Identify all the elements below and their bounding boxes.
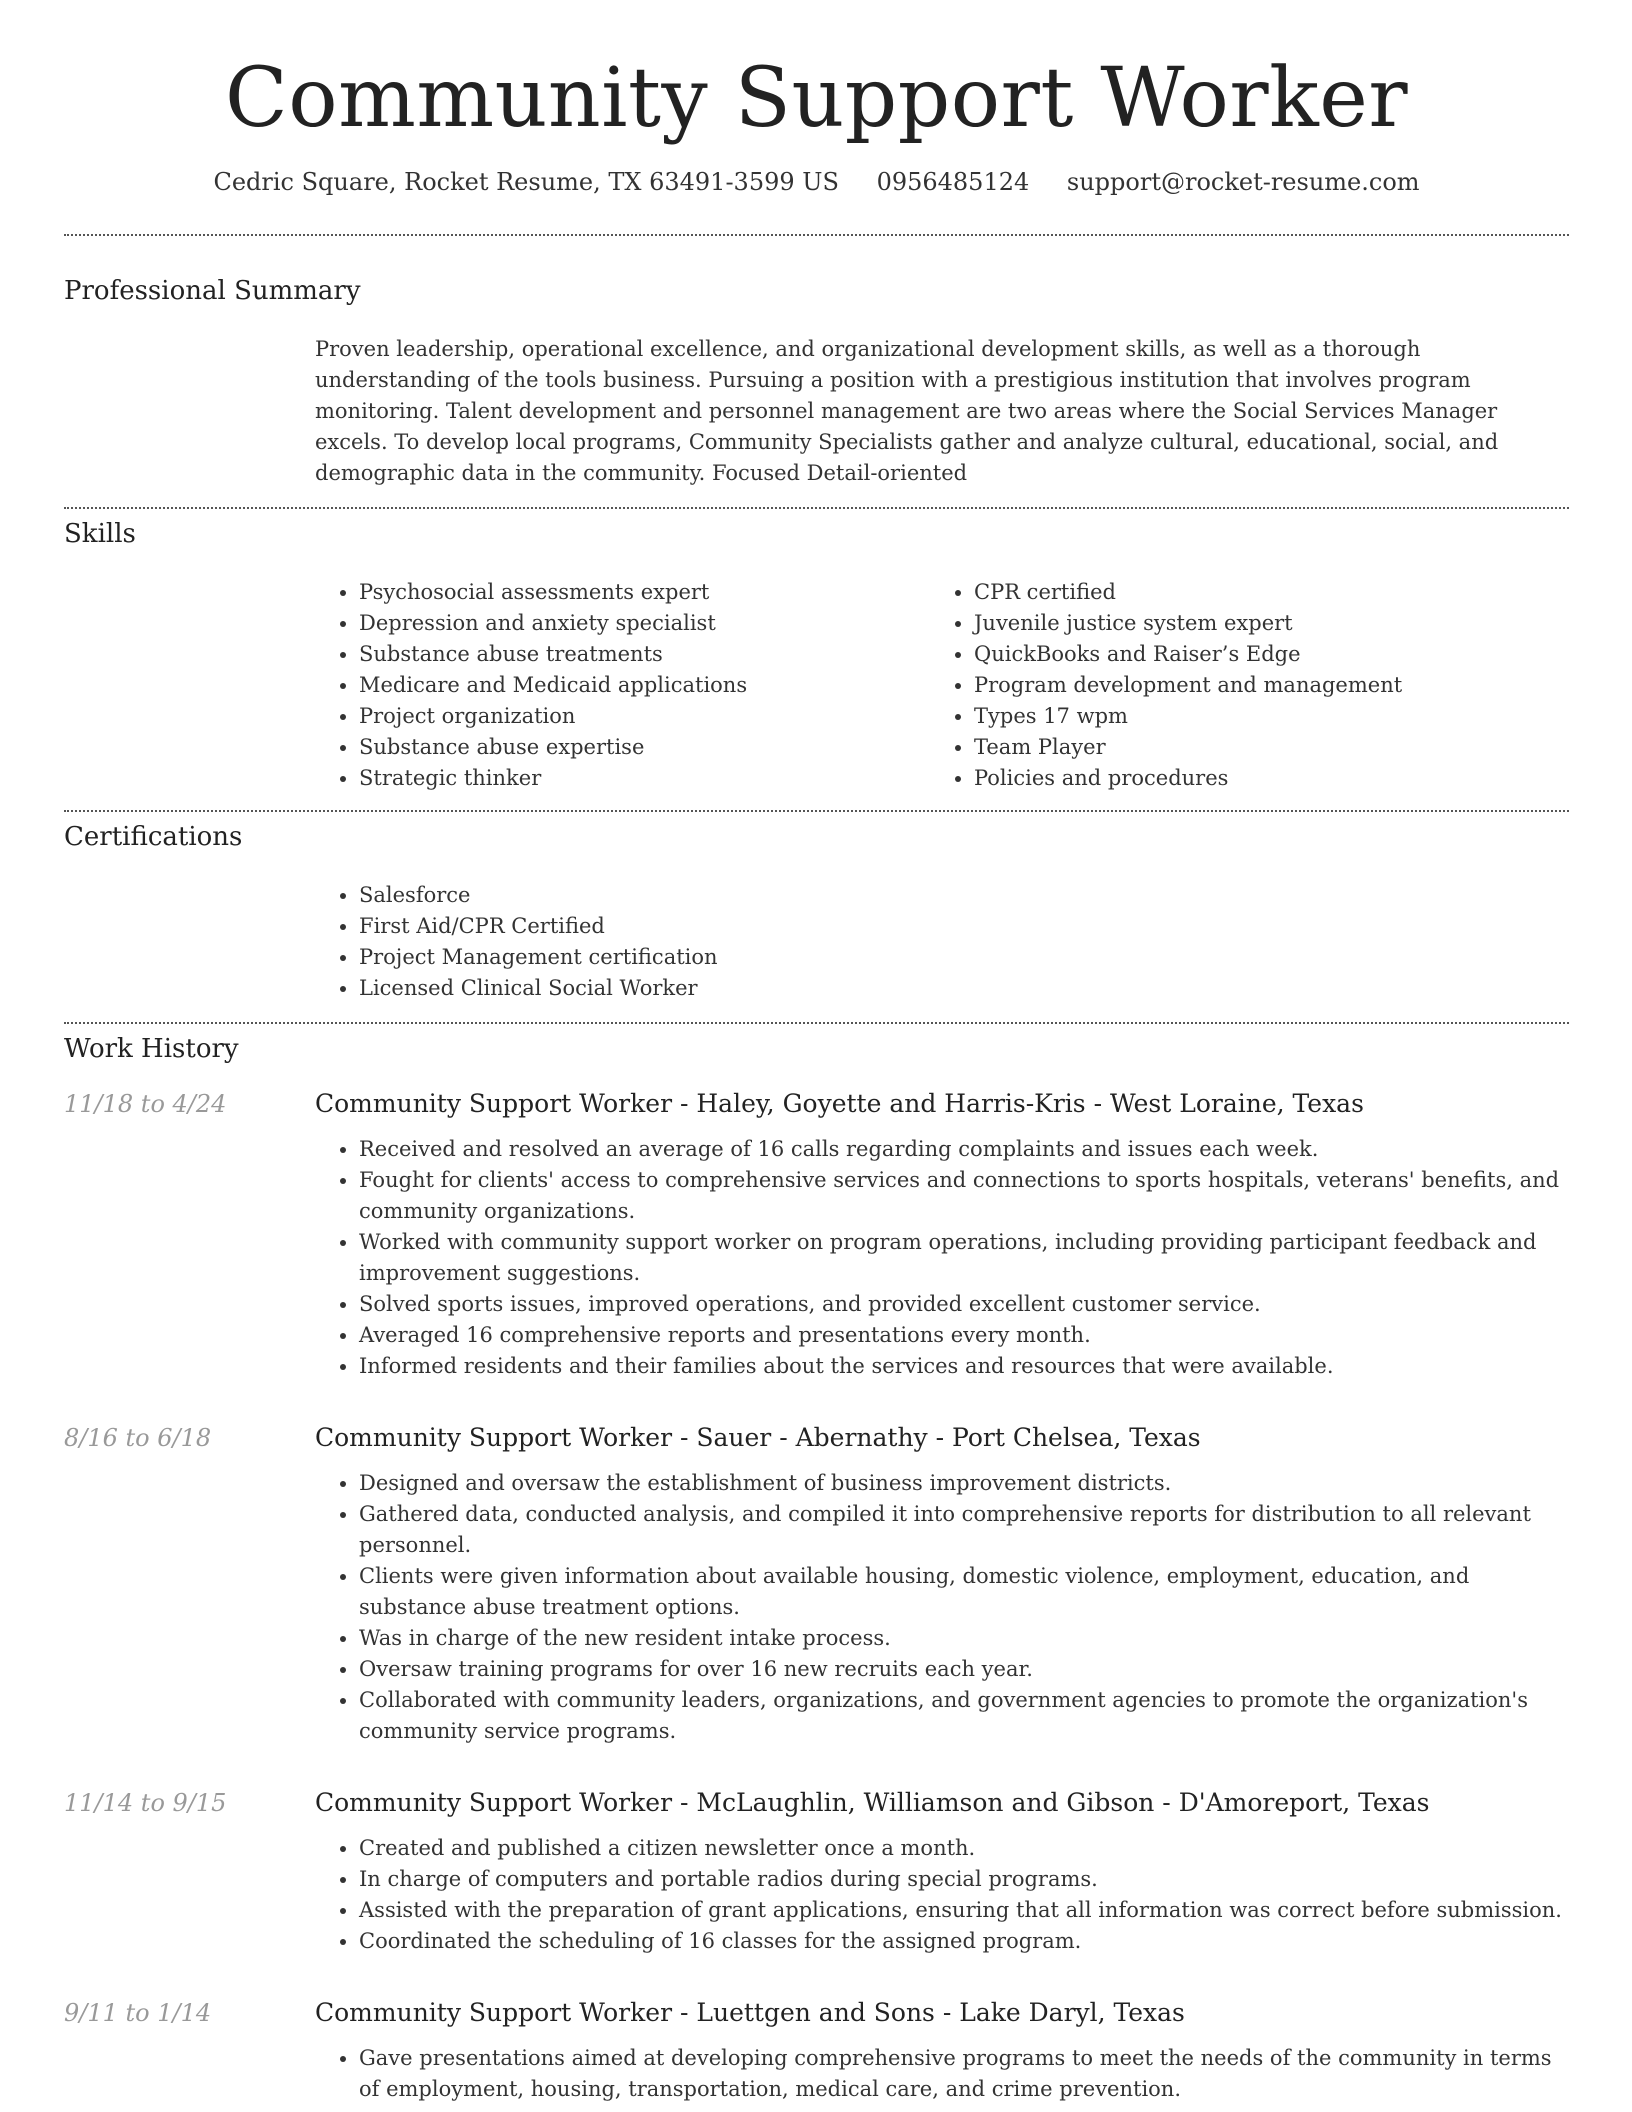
skill-item: • Substance abuse treatments [359, 639, 930, 670]
job-company: McLaughlin, Williamson and Gibson - D'Amoreport, Texas [696, 1788, 1430, 1818]
job-bullet: • Designed and oversaw the establishment of business improvement districts. [359, 1468, 1569, 1499]
skill-item: • QuickBooks and Raiser’s Edge [974, 639, 1545, 670]
job-title-separator: - [672, 1788, 697, 1818]
certification-item: • Licensed Clinical Social Worker [359, 973, 1569, 1004]
job-bullet: • Coordinated the scheduling of 16 classes for the assigned program. [359, 1926, 1569, 1957]
job-bullet: • Fought for clients' access to comprehensive services and connections to sports hospitals, veterans' benefits, and community organizations. [359, 1165, 1569, 1227]
job-title: Community Support Worker [315, 1788, 673, 1818]
job-bullets [315, 2043, 1569, 2105]
certification-item: • Salesforce [359, 880, 1569, 911]
job-title-line [315, 1088, 1569, 1120]
summary-heading: Professional Summary [64, 276, 361, 307]
skill-item: • Depression and anxiety specialist [359, 608, 930, 639]
resume-page [64, 0, 1569, 2105]
job-company: Luettgen and Sons - Lake Daryl, Texas [696, 1998, 1185, 2028]
job-bullets [315, 1468, 1569, 1747]
skill-item: • CPR certified [974, 577, 1545, 608]
job-bullet: • Collaborated with community leaders, organizations, and government agencies to promote the organization's community service programs. [359, 1685, 1569, 1747]
contact-address: Cedric Square, Rocket Resume, TX 63491-3599 US [213, 168, 839, 197]
job-bullet: • Gave presentations aimed at developing comprehensive programs to meet the needs of the community in terms of employment, housing, transportation, medical care, and crime prevention. [359, 2043, 1569, 2105]
job-title-separator: - [672, 1998, 697, 2028]
job-company: Sauer - Abernathy - Port Chelsea, Texas [696, 1423, 1201, 1453]
certifications-list [315, 880, 1569, 1004]
job-bullet: • Clients were given information about available housing, domestic violence, employment, education, and substance abuse treatment options. [359, 1561, 1569, 1623]
job-title-line [315, 1422, 1569, 1454]
job-bullet: • Informed residents and their families about the services and resources that were available. [359, 1351, 1569, 1382]
skills-heading: Skills [64, 519, 136, 550]
skills-column-left [315, 577, 930, 794]
job-company: Haley, Goyette and Harris-Kris - West Loraine, Texas [696, 1089, 1364, 1119]
contact-email: support@rocket-resume.com [1066, 168, 1420, 197]
certification-item: • Project Management certification [359, 942, 1569, 973]
job-bullet: • Oversaw training programs for over 16 new recruits each year. [359, 1654, 1569, 1685]
job-bullet: • Received and resolved an average of 16 calls regarding complaints and issues each week. [359, 1134, 1569, 1165]
certification-item: • First Aid/CPR Certified [359, 911, 1569, 942]
job-title-line [315, 1997, 1569, 2029]
job-body [315, 1088, 1569, 1382]
skill-item: • Policies and procedures [974, 763, 1545, 794]
job-body [315, 1787, 1569, 1957]
job-dates: 11/18 to 4/24 [64, 1090, 227, 1119]
skill-item: • Team Player [974, 732, 1545, 763]
skill-item: • Juvenile justice system expert [974, 608, 1545, 639]
job-dates: 9/11 to 1/14 [64, 1999, 212, 2028]
job-title: Community Support Worker [315, 1998, 673, 2028]
skill-item: • Strategic thinker [359, 763, 930, 794]
summary-text: Proven leadership, operational excellence, and organizational development skills, as well as a thorough understanding of the tools business. Pursuing a position with a prestigious institution that involves program monitoring. Talent development and personnel management are two areas where the Social Services Manager excels. To develop local programs, Community Specialists gather and analyze cultural, educational, social, and demographic data in the community. Focused Detail-oriented [315, 337, 1499, 486]
candidate-name: Community Support Worker [224, 51, 1409, 146]
job-title-separator: - [672, 1423, 697, 1453]
job-title: Community Support Worker [315, 1423, 673, 1453]
job-entry [64, 1422, 1569, 1747]
job-title-line [315, 1787, 1569, 1819]
work-history-heading: Work History [64, 1034, 239, 1065]
job-dates: 8/16 to 6/18 [64, 1424, 212, 1453]
header-divider [64, 234, 1569, 236]
job-title-separator: - [672, 1089, 697, 1119]
certifications-divider [64, 1022, 1569, 1024]
job-dates: 11/14 to 9/15 [64, 1789, 227, 1818]
job-bullet: • Gathered data, conducted analysis, and compiled it into comprehensive reports for distribution to all relevant personnel. [359, 1499, 1569, 1561]
certifications-heading: Certifications [64, 822, 243, 853]
job-body [315, 1422, 1569, 1747]
job-bullet: • Was in charge of the new resident intake process. [359, 1623, 1569, 1654]
job-bullets [315, 1833, 1569, 1957]
job-bullets [315, 1134, 1569, 1382]
skills-column-right [930, 577, 1545, 794]
skill-item: • Types 17 wpm [974, 701, 1545, 732]
job-entry [64, 1088, 1569, 1382]
job-bullet: • Created and published a citizen newsletter once a month. [359, 1833, 1569, 1864]
skill-item: • Project organization [359, 701, 930, 732]
job-body [315, 1997, 1569, 2105]
skill-item: • Psychosocial assessments expert [359, 577, 930, 608]
job-entry [64, 1997, 1569, 2105]
job-bullet: • Worked with community support worker on program operations, including providing participant feedback and improvement suggestions. [359, 1227, 1569, 1289]
skills-list [315, 577, 1569, 794]
skill-item: • Substance abuse expertise [359, 732, 930, 763]
skill-item: • Medicare and Medicaid applications [359, 670, 930, 701]
job-bullet: • Solved sports issues, improved operations, and provided excellent customer service. [359, 1289, 1569, 1320]
contact-line [64, 168, 1569, 196]
job-bullet: • Assisted with the preparation of grant applications, ensuring that all information was correct before submission. [359, 1895, 1569, 1926]
skill-item: • Program development and management [974, 670, 1545, 701]
skills-divider [64, 810, 1569, 812]
job-bullet: • Averaged 16 comprehensive reports and presentations every month. [359, 1320, 1569, 1351]
contact-phone: 0956485124 [876, 168, 1030, 197]
job-title: Community Support Worker [315, 1089, 673, 1119]
job-entry [64, 1787, 1569, 1957]
job-bullet: • In charge of computers and portable radios during special programs. [359, 1864, 1569, 1895]
summary-divider [64, 507, 1569, 509]
